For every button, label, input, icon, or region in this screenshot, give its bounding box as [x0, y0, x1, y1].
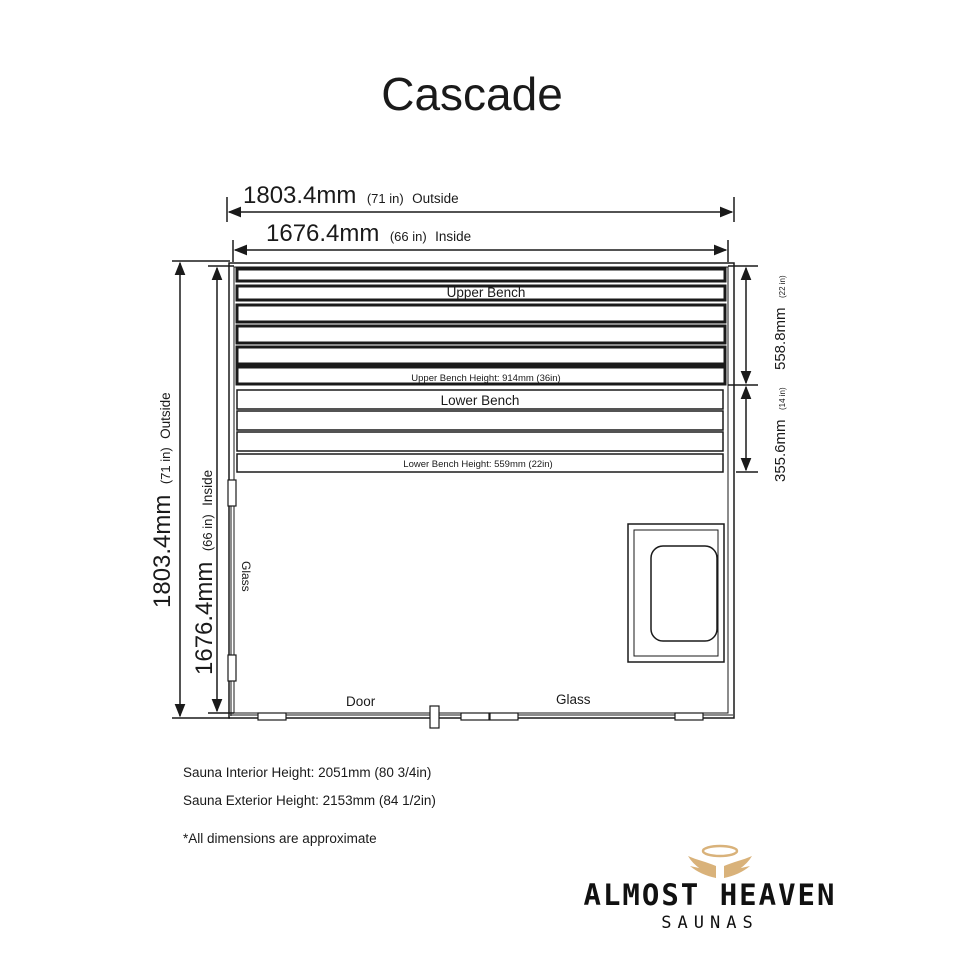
upper-bench-slat — [237, 269, 725, 281]
svg-text:1676.4mm (66 in) I — [266, 220, 471, 247]
right-upper-in: (22 in) — [778, 275, 787, 299]
door-label: Door — [346, 694, 376, 709]
brand-subtitle: SAUNAS — [661, 913, 759, 933]
hinge — [490, 713, 518, 720]
left-outside-mm: 1803.4mm — [149, 494, 176, 608]
diagram-title: Cascade — [381, 68, 563, 120]
svg-text:1803.4mm (71 in) O — [149, 392, 176, 608]
left-inside-suffix: Inside — [200, 469, 215, 506]
top-inside-in: (66 in) — [389, 229, 427, 244]
lower-bench-slat — [237, 411, 723, 430]
upper-bench-slat — [237, 347, 725, 364]
interior-height-note: Sauna Interior Height: 2051mm (80 3/4in) — [183, 765, 432, 780]
lower-bench-height-label: Lower Bench Height: 559mm (22in) — [403, 459, 553, 470]
top-inside-dimension — [233, 220, 728, 262]
heater — [628, 524, 724, 662]
door-handle — [430, 706, 439, 728]
upper-bench-height-label: Upper Bench Height: 914mm (36in) — [411, 373, 561, 384]
svg-text:1803.4mm (71 in) O — [243, 182, 459, 209]
svg-text:355.6mm (14 in) — [772, 387, 789, 482]
disclaimer-note: *All dimensions are approximate — [183, 831, 377, 846]
upper-bench — [237, 269, 725, 384]
right-lower-in: (14 in) — [778, 387, 787, 411]
upper-bench-slat — [237, 326, 725, 343]
svg-text:558.8mm (22 in) — [772, 275, 789, 370]
right-lower-dimension — [736, 387, 789, 482]
hinge — [228, 655, 236, 681]
upper-bench-slat — [237, 305, 725, 322]
top-inside-mm: 1676.4mm — [266, 220, 380, 247]
brand-name: ALMOST HEAVEN — [583, 878, 837, 912]
lower-bench-slat — [237, 432, 723, 451]
exterior-height-note: Sauna Exterior Height: 2153mm (84 1/2in) — [183, 793, 436, 808]
top-outside-mm: 1803.4mm — [243, 182, 357, 209]
hinge — [228, 480, 236, 506]
right-lower-mm: 355.6mm — [772, 419, 789, 482]
right-upper-dimension — [728, 266, 789, 385]
halo-wings-logo-icon — [688, 846, 752, 878]
lower-bench — [237, 390, 723, 472]
svg-text:1676.4mm (66 in) I — [191, 470, 218, 675]
upper-bench-label: Upper Bench — [446, 285, 526, 300]
hinge — [258, 713, 286, 720]
left-outside-suffix: Outside — [158, 392, 173, 439]
lower-bench-label: Lower Bench — [440, 393, 520, 408]
hinge — [461, 713, 489, 720]
left-glass-wall — [228, 480, 253, 716]
top-outside-in: (71 in) — [366, 191, 404, 206]
hinge — [675, 713, 703, 720]
top-outside-suffix: Outside — [412, 191, 459, 206]
top-inside-suffix: Inside — [435, 229, 472, 244]
top-outside-dimension — [227, 182, 734, 222]
right-upper-mm: 558.8mm — [772, 307, 789, 370]
left-inside-in: (66 in) — [200, 514, 215, 552]
left-inside-mm: 1676.4mm — [191, 561, 218, 675]
front-wall — [230, 692, 733, 728]
glass-front-label: Glass — [556, 692, 591, 707]
glass-left-label: Glass — [239, 561, 253, 592]
left-outside-in: (71 in) — [158, 447, 173, 485]
